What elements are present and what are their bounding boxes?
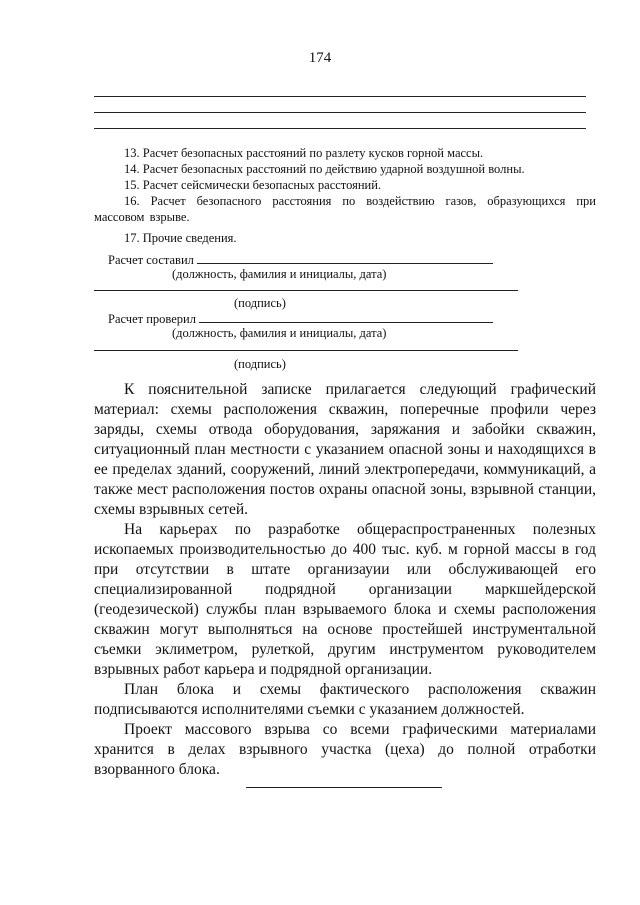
checked-by-label: Расчет проверил: [108, 312, 196, 326]
list-item-17: 17. Прочие сведения.: [124, 231, 237, 245]
compiled-by-row: [108, 251, 493, 268]
list-item-13: 13. Расчет безопасных расстояний по разлету кусков горной массы.: [124, 146, 484, 160]
paragraph-block-plan: План блока и схемы фактического расположения скважин подписываются исполнителями съемки с указанием должностей.: [94, 681, 596, 718]
checked-signature-caption: (подпись): [234, 357, 286, 371]
paragraph-graphic-materials: К пояснительной записке прилагается следующий графический материал: схемы расположения скважин, поперечные профили через заряды, схемы отвода оборудования, заряжания и забойки скважин, ситуационный план местности с указанием опасной зоны и находящихся в ее пределах зданий, сооружений, линий электропередачи, коммуникаций, а также мест расположения постов охраны опасной зоны, взрывной станции, схемы взрывных сетей.: [94, 381, 596, 518]
paragraph-quarries: На карьерах по разработке общераспространенных полезных ископаемых производительностью до 400 тыс. куб. м горной массы в год при отсутствии в штате организауии или обслуживающей его специализированной подрядной организации маркшейдерской (геодезической) службы план взрываемого блока и схемы расположения скважин могут выполняться на основе простейшей инструментальной съемки эклиметром, рулеткой, другим инструментом руководителем взрывных работ карьера и подрядной организации.: [94, 521, 596, 678]
list-item-14: 14. Расчет безопасных расстояний по действию ударной воздушной волны.: [124, 162, 525, 176]
checked-by-caption: (должность, фамилия и инициалы, дата): [172, 326, 387, 340]
list-item-16: 16. Расчет безопасного расстояния по воздействию газов, образующихся при массовом взрыве.: [94, 194, 596, 224]
header-rule-2: [94, 112, 586, 113]
compiled-by-caption: (должность, фамилия и инициалы, дата): [172, 267, 387, 281]
compiled-by-label: Расчет составил: [108, 253, 194, 267]
header-rule-1: [94, 96, 586, 97]
body-paragraphs: [94, 380, 596, 780]
checked-by-row: [108, 310, 493, 327]
compiled-signature-caption: (подпись): [234, 296, 286, 310]
compiled-by-field[interactable]: [197, 251, 493, 264]
paragraph-project-storage: Проект массового взрыва со всеми графическими материалами хранится в делах взрывного участка (цеха) до полной отработки взорванного блока.: [94, 721, 596, 778]
page-number: 174: [308, 50, 332, 66]
checked-signature-line: [94, 350, 518, 351]
list-item-15: 15. Расчет сейсмически безопасных расстояний.: [124, 178, 382, 192]
list-block: [94, 145, 596, 246]
compiled-signature-line: [94, 290, 518, 291]
footer-rule: [246, 787, 442, 788]
header-rule-3: [94, 128, 586, 129]
checked-by-field[interactable]: [199, 310, 493, 323]
